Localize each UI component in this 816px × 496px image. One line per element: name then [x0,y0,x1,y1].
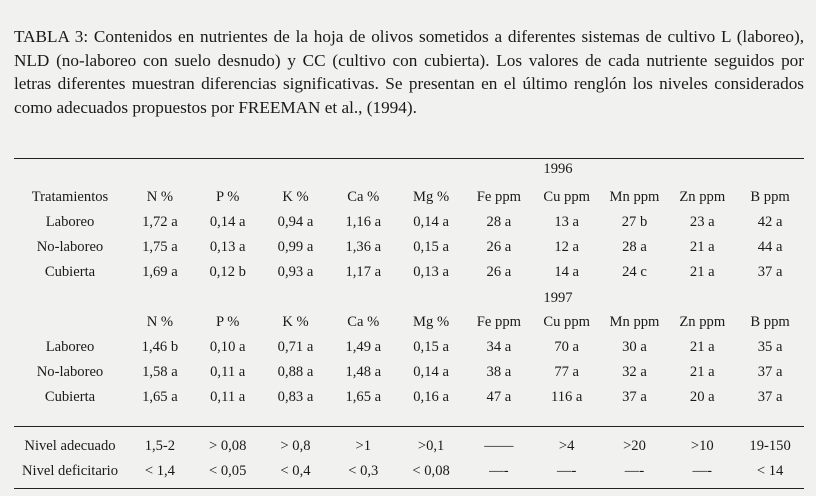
column-header: Mg % [413,314,450,330]
table-row [14,385,804,410]
table-cell: 21 a [689,339,715,355]
table-cell: 1,65 a [345,389,382,405]
table-cell: 21 a [689,364,715,380]
table-row [14,235,804,260]
row-label: Nivel deficitario [21,463,119,479]
table-cell: 1,65 a [142,389,178,405]
column-header: Ca % [347,189,380,205]
table-cell: 12 a [554,239,580,255]
table-cell: >20 [623,438,646,454]
table-cell: < 0,3 [348,463,379,479]
table-cell: 0,83 a [277,389,314,405]
table-cell: 30 a [622,339,647,355]
table-cell: 27 b [621,214,648,230]
table-cell: 1,69 a [142,264,178,280]
table-cell: >4 [558,438,575,454]
table-cell: 0,11 a [210,364,246,380]
column-header: B ppm [750,189,790,205]
column-header-row [14,310,804,335]
table-cell: 42 a [757,214,783,230]
table-cell: 20 a [689,389,715,405]
table-cell: 13 a [554,214,580,230]
table-cell: >0,1 [417,438,445,454]
table-cell: 37 a [622,389,647,405]
row-label: Cubierta [44,264,96,280]
column-header-tratamientos: Tratamientos [31,189,109,205]
table-cell: 32 a [622,364,647,380]
table-row [14,260,804,285]
table-row [14,459,804,484]
table-cell: 38 a [486,364,512,380]
table-cell: 0,94 a [277,214,314,230]
column-header: K % [282,189,309,205]
row-label: No-laboreo [36,364,104,380]
table-cell: < 0,08 [412,463,450,479]
table-cell: 37 a [757,264,783,280]
table-cell: 23 a [689,214,715,230]
table-cell: —— [484,438,514,454]
table-cell: 0,71 a [277,339,314,355]
table-1997 [14,310,804,410]
column-header: Mn ppm [609,314,660,330]
table-cell: 1,72 a [142,214,178,230]
table-cell: 77 a [554,364,580,380]
column-header: N % [146,189,174,205]
table-cell: 1,58 a [142,364,178,380]
table-cell: 14 a [554,264,580,280]
table-cell: 0,12 b [209,264,246,280]
table-caption: TABLA 3: Contenidos en nutrientes de la hoja de olivos sometidos a diferentes sistemas de cultivo L (laboreo), NLD (no-laboreo con suelo desnudo) y CC (cultivo con cubierta). Los valores de cada nutriente seguidos por letras diferentes muestran diferencias significativas. Se presentan en el último renglón los niveles considerados como adecuados propuestos por FREEMAN et al., (1994). [14,27,804,117]
table-cell: 0,13 a [209,239,246,255]
column-header: Fe ppm [476,189,521,205]
column-header: Mg % [413,189,450,205]
table-cell: > 0,08 [208,438,247,454]
table-bottom-rule [14,488,804,489]
table-cell: < 0,05 [208,463,247,479]
row-label: Laboreo [45,339,95,355]
table-cell: 70 a [554,339,580,355]
table-cell: 0,11 a [210,389,246,405]
table-cell: 1,36 a [345,239,382,255]
table-cell: 1,46 b [141,339,179,355]
table-cell: —- [624,463,645,479]
table-cell: 0,16 a [413,389,449,405]
table-cell: 44 a [757,239,783,255]
table-cell: 1,16 a [345,214,382,230]
year-label-1997: 1997 [543,290,573,306]
column-header: Fe ppm [476,314,521,330]
table-cell: 34 a [486,339,512,355]
table-mid-rule [14,426,804,427]
column-header: Mn ppm [609,189,660,205]
table-row [14,434,804,459]
table-cell: 0,14 a [209,214,246,230]
table-cell: 0,15 a [413,239,449,255]
table-cell: 0,15 a [413,339,449,355]
table-cell: 0,13 a [413,264,449,280]
table-cell: 0,88 a [277,364,314,380]
table-top-rule [14,158,804,159]
table-cell: 26 a [486,264,512,280]
column-header: Zn ppm [679,314,726,330]
table-cell: < 1,4 [144,463,175,479]
row-label: Cubierta [44,389,96,405]
table-row [14,210,804,235]
table-cell: 116 a [550,389,583,405]
table-cell: 0,14 a [413,364,449,380]
table-reference-levels [14,434,804,484]
year-label-1996: 1996 [543,161,573,177]
column-header: Ca % [347,314,380,330]
table-cell: 1,75 a [142,239,178,255]
table-cell: >1 [355,438,372,454]
column-header-empty [14,310,126,335]
table-cell: < 0,4 [280,463,311,479]
table-cell: 26 a [486,239,512,255]
table-cell: 21 a [689,264,715,280]
column-header: Zn ppm [679,189,726,205]
table-cell: —- [556,463,577,479]
table-cell: < 14 [756,463,784,479]
table-cell: 19-150 [749,438,791,454]
table-row [14,335,804,360]
row-label: Nivel adecuado [24,438,116,454]
table-cell: 35 a [757,339,783,355]
table-cell: 0,10 a [209,339,246,355]
table-cell: 47 a [486,389,512,405]
table-cell: 1,5-2 [144,438,176,454]
table-1996 [14,185,804,285]
table-cell: 28 a [486,214,512,230]
column-header: K % [282,314,309,330]
table-cell: —- [692,463,712,479]
table-row [14,360,804,385]
column-header: P % [216,189,240,205]
column-header: Cu ppm [543,189,590,205]
table-cell: 21 a [689,239,715,255]
table-cell: 0,14 a [413,214,449,230]
table-cell: 24 c [622,264,647,280]
row-label: Laboreo [45,214,95,230]
column-header: N % [146,314,174,330]
table-cell: > 0,8 [280,438,311,454]
table-cell: —- [489,463,509,479]
column-header: Cu ppm [543,314,590,330]
table-cell: 0,93 a [277,264,314,280]
table-cell: 37 a [757,389,783,405]
table-cell: 28 a [622,239,647,255]
table-cell: 1,17 a [345,264,382,280]
column-header: P % [216,314,240,330]
column-header-row [14,185,804,210]
table-cell: 1,49 a [345,339,382,355]
row-label: No-laboreo [36,239,104,255]
table-cell: 37 a [757,364,783,380]
table-cell: 1,48 a [345,364,382,380]
column-header: B ppm [750,314,790,330]
table-cell: 0,99 a [277,239,314,255]
table-cell: >10 [690,438,714,454]
